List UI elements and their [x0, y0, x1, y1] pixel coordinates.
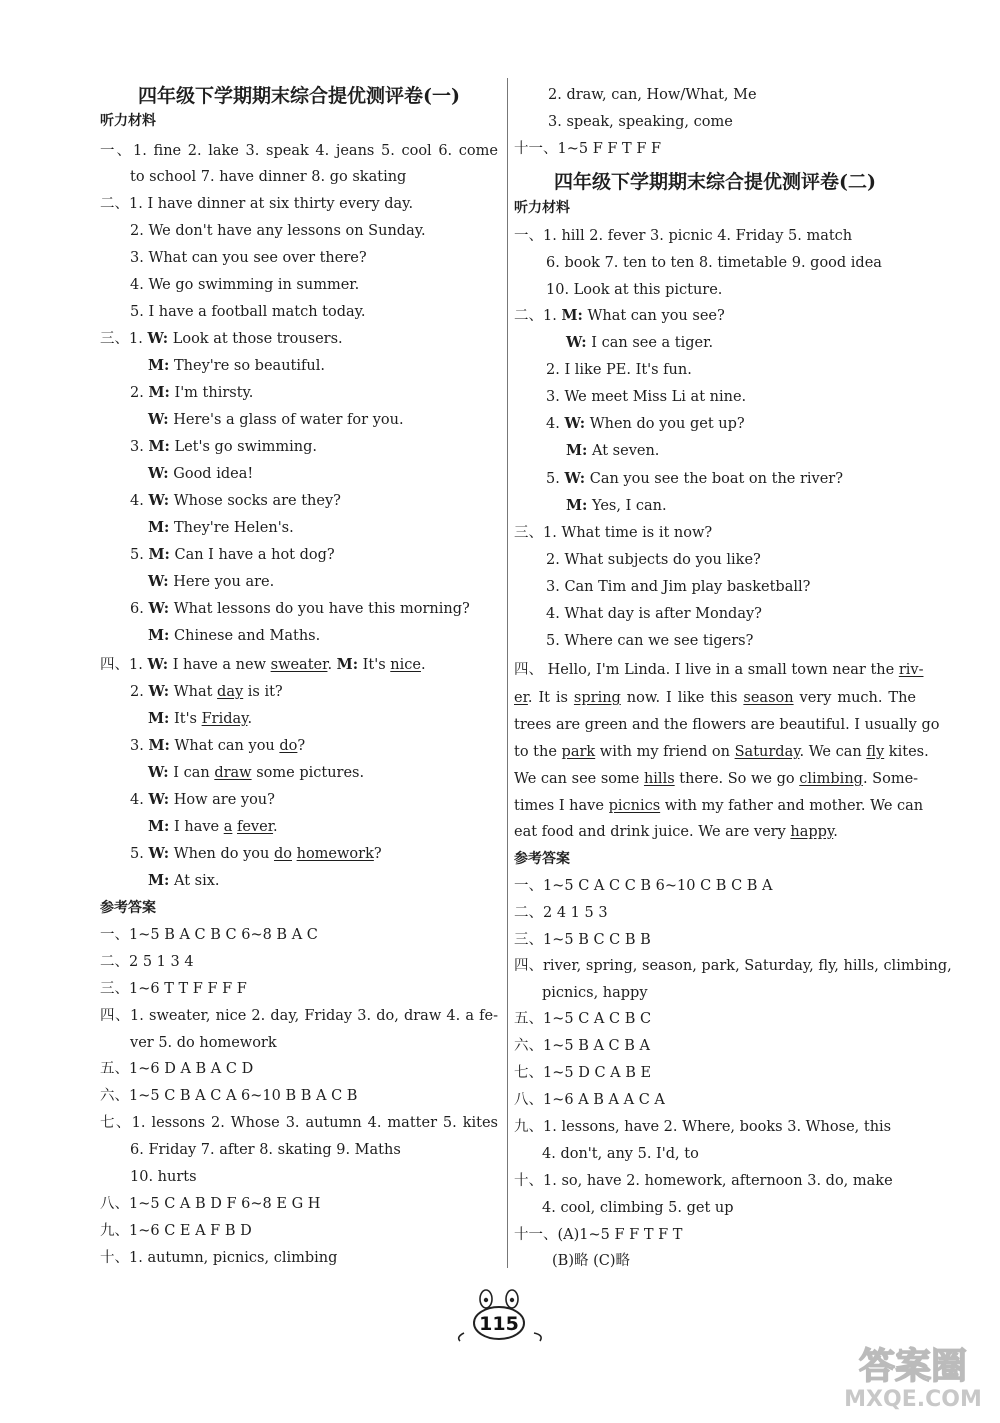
text-line: 七、1. lessons 2. Whose 3. autumn 4. matter 5. kites [100, 1115, 498, 1131]
text-line: 四、1. W: I have a new sweater. M: It's nice. [100, 656, 426, 673]
text-line: 5. I have a football match today. [130, 304, 366, 320]
text-line: 2. W: What day is it? [130, 683, 283, 700]
text-line: 四、 Hello, I'm Linda. I live in a small town near the riv- [514, 662, 924, 678]
text-line: 十一、(A)1~5 F F T F T [514, 1227, 683, 1243]
underlined-word: draw [214, 765, 252, 781]
speaker-label: W: [148, 600, 170, 617]
underlined-word: er [514, 690, 528, 706]
underlined-word: happy [790, 824, 834, 840]
speaker-label: W: [148, 764, 169, 781]
text-line: times I have picnics with my father and mother. We can [514, 798, 924, 814]
speaker-label: W: [147, 656, 169, 673]
text-line: to school 7. have dinner 8. go skating [130, 169, 407, 185]
speaker-label: M: [566, 497, 588, 514]
page-number-badge [452, 1283, 548, 1343]
text-line: 4. W: How are you? [130, 791, 275, 808]
underlined-word: climbing [799, 771, 863, 787]
speaker-label: W: [148, 411, 169, 428]
text-line: (B)略 (C)略 [552, 1253, 630, 1269]
text-line: trees are green and the flowers are beautiful. I usually go [514, 717, 940, 733]
text-line: to the park with my friend on Saturday. We can fly kites. [514, 744, 929, 760]
text-line: picnics, happy [542, 985, 648, 1001]
section-heading: 参考答案 [100, 900, 156, 916]
column-divider [507, 78, 508, 1268]
text-line: er. It is spring now. I like this season very much. The [514, 690, 916, 706]
underlined-word: day [217, 684, 244, 700]
page-number: 115 [479, 1313, 519, 1335]
text-line: 八、1~5 C A B D F 6~8 E G H [100, 1196, 321, 1212]
section-title: 四年级下学期期末综合提优测评卷(二) [554, 171, 876, 193]
watermark-text: 答案圈 [858, 1346, 968, 1387]
watermark-url: MXQE.COM [844, 1387, 982, 1412]
text-line: 三、1~6 T T F F F F [100, 981, 247, 997]
speaker-label: M: [148, 737, 170, 754]
text-line: 4. W: Whose socks are they? [130, 492, 341, 509]
speaker-label: M: [566, 442, 588, 459]
text-line: M: They're so beautiful. [148, 357, 325, 374]
text-line: 四、river, spring, season, park, Saturday, fly, hills, climbing, [514, 958, 952, 974]
speaker-label: W: [148, 683, 170, 700]
underlined-word: picnics [608, 798, 661, 814]
text-line: 3. M: Let's go swimming. [130, 438, 318, 455]
text-line: M: I have a fever. [148, 818, 278, 835]
text-line: M: It's Friday. [148, 710, 253, 727]
section-heading: 听力材料 [100, 113, 156, 129]
text-line: 三、1. What time is it now? [514, 525, 713, 541]
speaker-label: M: [148, 627, 170, 644]
speaker-label: W: [147, 330, 169, 347]
underlined-word: fever [236, 819, 274, 835]
text-line: 一、1. fine 2. lake 3. speak 4. jeans 5. cool 6. come [100, 143, 498, 159]
text-line: M: At six. [148, 872, 220, 889]
text-line: M: Chinese and Maths. [148, 627, 321, 644]
speaker-label: M: [148, 710, 170, 727]
speaker-label: W: [564, 415, 586, 432]
text-line: 十、1. autumn, picnics, climbing [100, 1250, 338, 1266]
text-line: 10. Look at this picture. [546, 282, 723, 298]
text-line: 2. We don't have any lessons on Sunday. [130, 223, 426, 239]
text-line: 4. We go swimming in summer. [130, 277, 360, 293]
section-heading: 听力材料 [514, 200, 570, 216]
speaker-label: M: [148, 384, 170, 401]
underlined-word: homework [296, 846, 374, 862]
text-line: 四、1. sweater, nice 2. day, Friday 3. do, draw 4. a fe- [100, 1008, 498, 1024]
text-line: 5. W: When do you do homework? [130, 845, 382, 862]
text-line: 4. What day is after Monday? [546, 606, 762, 622]
text-line: 3. Can Tim and Jim play basketball? [546, 579, 811, 595]
text-line: M: They're Helen's. [148, 519, 294, 536]
text-line: 4. cool, climbing 5. get up [542, 1200, 734, 1216]
text-line: 二、1. M: What can you see? [514, 307, 725, 324]
text-line: 6. book 7. ten to ten 8. timetable 9. good idea [546, 255, 882, 271]
text-line: 2. I like PE. It's fun. [546, 362, 692, 378]
speaker-label: M: [336, 656, 359, 673]
text-line: M: At seven. [566, 442, 660, 459]
text-line: 5. Where can we see tigers? [546, 633, 754, 649]
section-title: 四年级下学期期末综合提优测评卷(一) [138, 85, 460, 107]
speaker-label: M: [148, 818, 170, 835]
speaker-label: W: [566, 334, 587, 351]
text-line: 3. speak, speaking, come [548, 114, 733, 130]
speaker-label: M: [148, 438, 170, 455]
underlined-word: spring [573, 690, 621, 706]
text-line: 5. M: Can I have a hot dog? [130, 546, 335, 563]
text-line: W: I can draw some pictures. [148, 764, 365, 781]
speaker-label: W: [148, 573, 169, 590]
text-line: 一、1~5 B A C B C 6~8 B A C [100, 927, 318, 943]
text-line: 4. don't, any 5. I'd, to [542, 1146, 699, 1162]
text-line: ver 5. do homework [130, 1035, 277, 1051]
text-line: 九、1~6 C E A F B D [100, 1223, 252, 1239]
underlined-word: season [743, 690, 794, 706]
text-line: 八、1~6 A B A A C A [514, 1092, 665, 1108]
text-line: 2. M: I'm thirsty. [130, 384, 254, 401]
underlined-word: nice [390, 657, 421, 673]
underlined-word: fly [866, 744, 885, 760]
speaker-label: W: [564, 470, 586, 487]
text-line: 二、1. I have dinner at six thirty every day. [100, 196, 414, 212]
text-line: 三、1. W: Look at those trousers. [100, 330, 343, 347]
underlined-word: a [223, 819, 233, 835]
watermark-logo [838, 1338, 988, 1413]
text-line: 6. W: What lessons do you have this morning? [130, 600, 470, 617]
text-line: 五、1~6 D A B A C D [100, 1061, 254, 1077]
section-heading: 参考答案 [514, 851, 570, 867]
text-line: M: Yes, I can. [566, 497, 667, 514]
text-line: 一、1. hill 2. fever 3. picnic 4. Friday 5. match [514, 228, 853, 244]
text-line: W: Good idea! [148, 465, 254, 482]
underlined-word: do [273, 846, 292, 862]
underlined-word: Friday [201, 711, 248, 727]
speaker-label: M: [148, 872, 170, 889]
text-line: 二、2 4 1 5 3 [514, 905, 608, 921]
speaker-label: W: [148, 845, 170, 862]
underlined-word: park [561, 744, 596, 760]
text-line: 十、1. so, have 2. homework, afternoon 3. do, make [514, 1173, 893, 1189]
underlined-word: hills [643, 771, 675, 787]
text-line: 2. draw, can, How/What, Me [548, 87, 757, 103]
text-line: 4. W: When do you get up? [546, 415, 745, 432]
text-line: eat food and drink juice. We are very happy. [514, 824, 838, 840]
text-line: 一、1~5 C A C C B 6~10 C B C B A [514, 878, 773, 894]
text-line: 6. Friday 7. after 8. skating 9. Maths [130, 1142, 401, 1158]
text-line: W: I can see a tiger. [566, 334, 714, 351]
text-line: 三、1~5 B C C B B [514, 932, 651, 948]
text-line: 二、2 5 1 3 4 [100, 954, 194, 970]
text-line: 3. What can you see over there? [130, 250, 367, 266]
underlined-word: sweater [270, 657, 328, 673]
text-line: 十一、1~5 F F T F F [514, 141, 662, 157]
text-line: 3. We meet Miss Li at nine. [546, 389, 747, 405]
text-line: 七、1~5 D C A B E [514, 1065, 652, 1081]
speaker-label: W: [148, 492, 170, 509]
text-line: 九、1. lessons, have 2. Where, books 3. Whose, this [514, 1119, 892, 1135]
text-line: 3. M: What can you do? [130, 737, 306, 754]
text-line: 2. What subjects do you like? [546, 552, 761, 568]
speaker-label: M: [148, 519, 170, 536]
text-line: We can see some hills there. So we go climbing. Some- [514, 771, 919, 787]
text-line: 六、1~5 B A C B A [514, 1038, 650, 1054]
text-line: 10. hurts [130, 1169, 197, 1185]
text-line: 六、1~5 C B A C A 6~10 B B A C B [100, 1088, 358, 1104]
speaker-label: M: [148, 357, 170, 374]
underlined-word: do [279, 738, 298, 754]
speaker-label: M: [561, 307, 583, 324]
underlined-word: riv- [898, 662, 924, 678]
text-line: W: Here's a glass of water for you. [148, 411, 404, 428]
text-line: 五、1~5 C A C B C [514, 1011, 652, 1027]
underlined-word: Saturday [734, 744, 800, 760]
text-line: 5. W: Can you see the boat on the river? [546, 470, 844, 487]
speaker-label: W: [148, 465, 169, 482]
speaker-label: M: [148, 546, 170, 563]
speaker-label: W: [148, 791, 170, 808]
text-line: W: Here you are. [148, 573, 275, 590]
